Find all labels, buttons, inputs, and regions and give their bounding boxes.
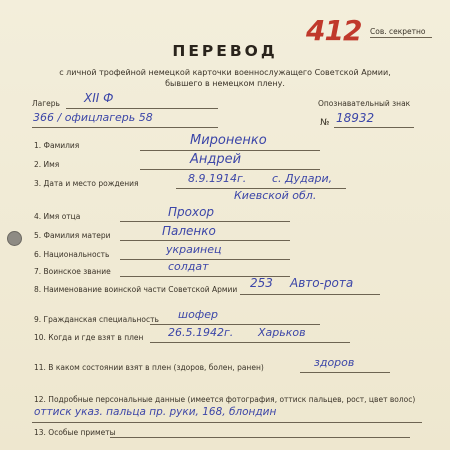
field-profession-value: шофер [178, 308, 218, 321]
field-profession-line [150, 324, 320, 325]
document-title: ПЕРЕВОД [172, 42, 278, 60]
field-capture-place: Харьков [258, 326, 306, 339]
field-unit-label: 8. Наименование воинской части Советской Армии [34, 285, 238, 294]
field-surname-label: 1. Фамилия [34, 141, 80, 150]
field-name-line [140, 169, 320, 170]
field-nationality-label: 6. Национальность [34, 250, 110, 259]
field-surname-value: Мироненко [190, 133, 267, 148]
field-profession-label: 9. Гражданская специальность [34, 315, 159, 324]
field-father-line [120, 221, 290, 222]
field-capture-line [150, 342, 350, 343]
camp-line-2 [32, 127, 218, 128]
camp-value: XII Ф [84, 91, 114, 105]
tag-value: 18932 [336, 111, 375, 125]
field-mother-label: 5. Фамилия матери [34, 231, 111, 240]
field-birth-date: 8.9.1914г. [188, 172, 247, 185]
tag-prefix: № [320, 118, 330, 128]
field-unit-line [240, 294, 380, 295]
tag-line [334, 127, 414, 128]
field-father-label: 4. Имя отца [34, 212, 81, 221]
field-birth-region: Киевской обл. [234, 189, 317, 202]
field-capture-label: 10. Когда и где взят в плен [34, 333, 144, 342]
field-surname-line [140, 150, 320, 151]
camp-value-2: 366 / офицлагерь 58 [33, 111, 153, 124]
field-capture-date: 26.5.1942г. [168, 326, 234, 339]
stamp-number: 412 [306, 14, 362, 47]
field-mother-value: Паленко [162, 224, 216, 238]
subtitle-line-2: бывшего в немецком плену. [165, 79, 285, 88]
punch-hole [7, 231, 22, 246]
field-condition-line [300, 372, 390, 373]
subtitle-line-1: с личной трофейной немецкой карточки военнослужащего Советской Армии, [59, 68, 391, 77]
field-personal-value: оттиск указ. пальца пр. руки, 168, блондин [34, 406, 277, 418]
field-unit-name: Авто-рота [290, 276, 354, 290]
field-rank-value: солдат [168, 260, 209, 273]
classification-mark: Сов. секретно [370, 27, 426, 36]
field-father-value: Прохор [168, 205, 215, 219]
camp-line [66, 108, 218, 109]
field-condition-label: 11. В каком состоянии взят в плен (здоров, болен, ранен) [34, 363, 264, 372]
field-personal-label: 12. Подробные персональные данные (имеется фотография, оттиск пальцев, рост, цвет волос) [34, 395, 416, 404]
field-name-value: Андрей [190, 152, 242, 167]
field-mother-line [120, 240, 290, 241]
field-features-label: 13. Особые приметы [34, 428, 116, 437]
camp-label: Лагерь [32, 99, 60, 108]
field-birth-place: с. Дудари, [272, 172, 333, 185]
tag-label: Опознавательный знак [318, 99, 411, 108]
field-nationality-value: украинец [166, 243, 222, 256]
field-features-line [110, 437, 410, 438]
classification-underline [370, 37, 432, 38]
field-personal-line [32, 422, 422, 423]
field-condition-value: здоров [314, 356, 355, 369]
field-birth-label: 3. Дата и место рождения [34, 179, 139, 188]
field-unit-number: 253 [250, 276, 273, 290]
field-rank-label: 7. Воинское звание [34, 267, 111, 276]
field-name-label: 2. Имя [34, 160, 60, 169]
